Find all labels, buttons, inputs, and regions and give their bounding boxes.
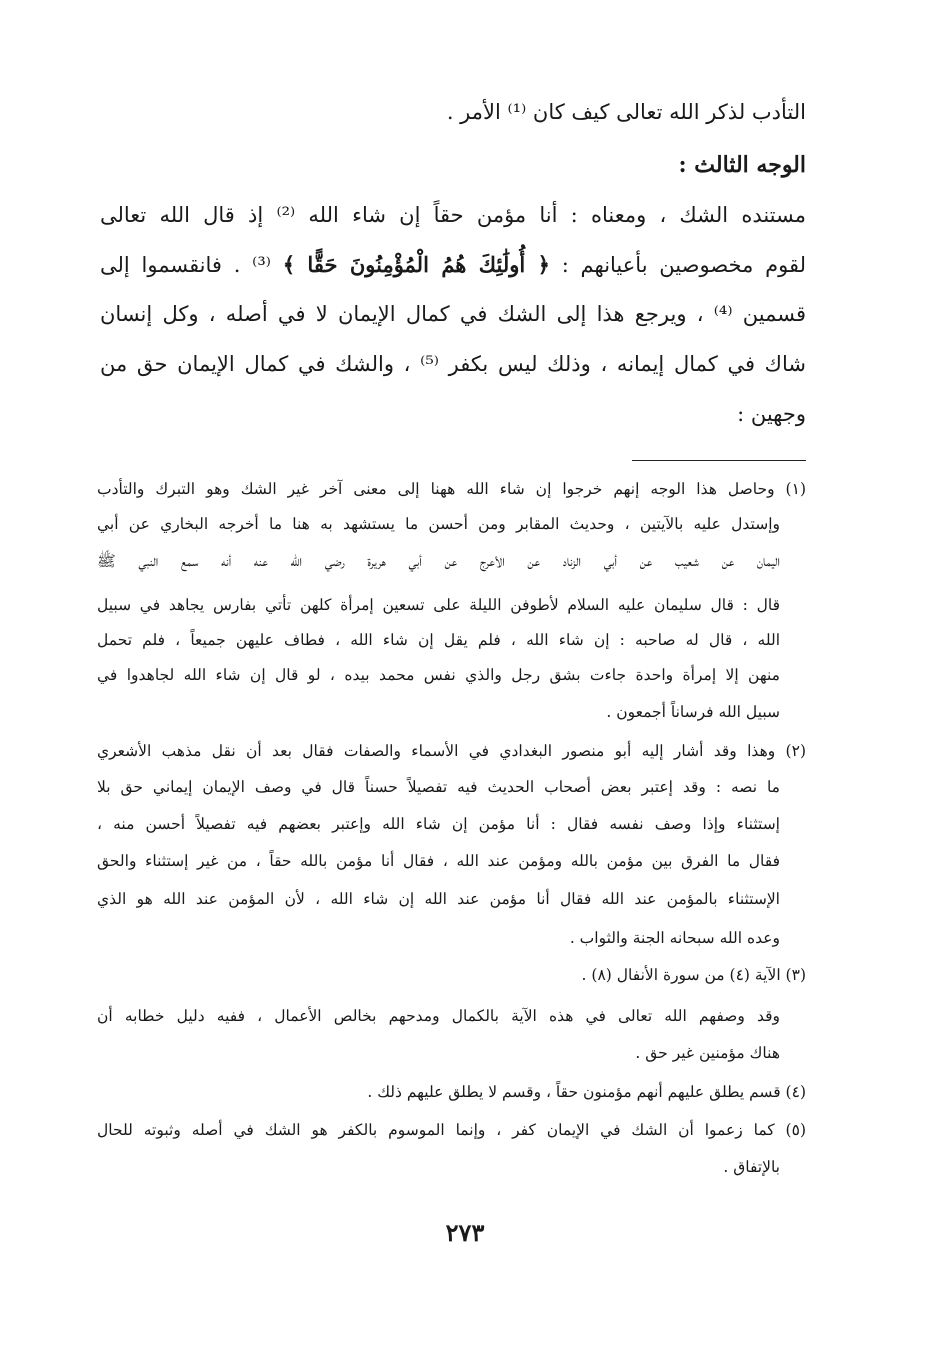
paragraph-line-2 [100,252,806,277]
footnote-2-line-2: ما نصه : وقد إعتبر بعض أصحاب الحديث فيه تفصيلاً حسناً قال في وصف الإيمان إيماني حق بلا [97,778,780,796]
footnote-separator [632,460,806,461]
footnote-3-line-2: وقد وصفهم الله تعالى في هذه الآية بالكمال ومدحهم بخالص الأعمال ، ففيه دليل خطابه أن [97,1007,780,1025]
paragraph-line-3: قسمين ⁽⁴⁾ ، ويرجع هذا إلى الشك في كمال الإيمان لا في أصله ، وكل إنسان [100,302,806,326]
footnote-1-line-7: سبيل الله فرساناً أجمعون . [606,703,780,721]
footnote-1-line-4: قال : قال سليمان عليه السلام لأطوفن الليلة على تسعين إمرأة كلهن تأتي بفارس يجاهد في سبيل [97,596,780,614]
footnote-1-line-6: منهن إلا إمرأة واحدة جاءت بشق رجل والذي نفس محمد بيده ، لو قال إن شاء الله لجاهدوا في [97,666,780,684]
footnote-2-line-4: فقال ما الفرق بين مؤمن بالله ومؤمن عند الله ، فقال أنا مؤمن بالله حقاً ، من غير إستثناء والحق [97,852,780,870]
page-number: ٢٧٣ [445,1218,485,1247]
footnote-2-line-5: الإستثناء بالمؤمن عند الله فقال أنا مؤمن عند الله إن شاء الله ، لأن المؤمن عند الله هو الذي [97,890,780,908]
quran-verse: ﴿ أُولَٰئِكَ هُمُ الْمُؤْمِنُونَ حَقًّا ﴾ [282,252,550,277]
footnote-2-line-6: وعده الله سبحانه الجنة والثواب . [569,929,780,947]
footnote-5-line-2: بالإتفاق . [723,1158,780,1176]
footnote-1-line-5: الله ، قال له صاحبه : إن شاء الله ، فلم يقل إن شاء الله ، فطاف عليهن جميعاً ، فلم تحمل [97,631,780,649]
footnote-5-line-1: (٥) كما زعموا أن الشك في الإيمان كفر ، وإنما الموسوم بالكفر هو الشك في أصله وثبوته للحال [97,1121,806,1139]
paragraph-line-2-start: لقوم مخصوصين بأعيانهم : [561,253,806,277]
footnote-2-line-3: إستثناء وإذا وصف نفسه فقال : أنا مؤمن إن شاء الله وإعتبر بعضهم فيه تفصيلاً أحسن منه ، [97,815,780,833]
paragraph-line-2-end: ⁽³⁾ . فانقسموا إلى [100,253,271,277]
footnote-3-line-1: (٣) الآية (٤) من سورة الأنفال (٨) . [581,966,806,984]
footnote-1-line-3: اليمان عن شعيب عن أبي الزناد عن الأعرج عن أبي هريرة رضي الله عنه أنه سمع النبي ﷺ [97,552,780,570]
footnote-3-line-3: هناك مؤمنين غير حق . [635,1044,780,1062]
paragraph-line-1: مستنده الشك ، ومعناه : أنا مؤمن حقاً إن شاء الله ⁽²⁾ إذ قال الله تعالى [100,203,806,227]
footnote-1-line-1: (١) وحاصل هذا الوجه إنهم خرجوا إن شاء الله ههنا إلى معنى آخر غير الشك وهو التبرك والتأدب [97,480,806,498]
footnote-1-line-2: وإستدل عليه بالآيتين ، وحديث المقابر ومن أحسن ما يستشهد به هنا ما أخرجه البخاري عن أبي [97,515,780,533]
section-heading: الوجه الثالث : [678,152,806,178]
paragraph-line-5: وجهين : [737,402,806,426]
main-line-1: التأدب لذكر الله تعالى كيف كان ⁽¹⁾ الأمر . [446,100,806,124]
paragraph-line-4: شاك في كمال إيمانه ، وذلك ليس بكفر ⁽⁵⁾ ، والشك في كمال الإيمان حق من [100,352,806,376]
footnote-2-line-1: (٢) وهذا وقد أشار إليه أبو منصور البغدادي في الأسماء والصفات فقال بعد أن نقل مذهب الأشعري [97,742,806,760]
footnote-4-line-1: (٤) قسم يطلق عليهم أنهم مؤمنون حقاً ، وقسم لا يطلق عليهم ذلك . [367,1083,806,1101]
